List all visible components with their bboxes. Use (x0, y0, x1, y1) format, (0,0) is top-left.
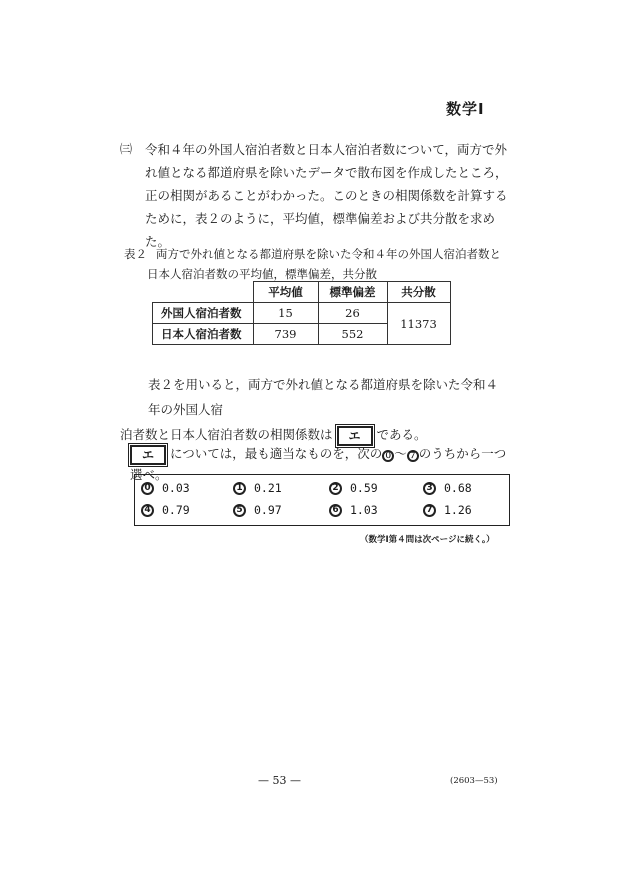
row-label-japanese: 日本人宿泊者数 (153, 324, 254, 345)
follow-line1: 表２を用いると，両方で外れ値となる都道府県を除いた令和４年の外国人宿 (148, 377, 499, 417)
instruction-box-e: エ (130, 445, 166, 465)
question-number: ㈢ (120, 142, 133, 156)
range-start-marker: ０ (384, 451, 393, 460)
choice-marker: 7 (423, 504, 436, 517)
subject-title: 数学Ⅰ (446, 100, 485, 118)
choices-box (134, 474, 510, 526)
choice-value: 0.59 (350, 481, 378, 495)
cell-foreign-mean: 15 (253, 303, 318, 324)
choice-5[interactable] (233, 503, 282, 517)
choice-marker: 3 (423, 482, 436, 495)
table-row (153, 303, 451, 324)
cell-foreign-sd: 26 (318, 303, 387, 324)
header-sd: 標準偏差 (318, 282, 387, 303)
follow-line2-post: である。 (376, 427, 427, 442)
choice-value: 0.68 (444, 481, 472, 495)
continued-note: （数学Ⅰ第４問は次ページに続く。） (360, 535, 495, 545)
answer-box-e[interactable]: エ (337, 426, 373, 446)
choice-marker: 1 (233, 482, 246, 495)
instruction-pre: については，最も適当なものを，次の (170, 446, 383, 461)
choice-value: 0.21 (254, 481, 282, 495)
table-caption-label: 表２ (124, 247, 147, 261)
header-cov: 共分散 (387, 282, 450, 303)
choice-value: 1.26 (444, 503, 472, 517)
instruction-tilde: ～ (394, 446, 407, 461)
choice-3[interactable] (423, 481, 472, 495)
table-caption-line2: 日本人宿泊者数の平均値，標準偏差，共分散 (147, 267, 377, 281)
page-code: (2603—53) (450, 776, 498, 786)
choice-marker: 6 (329, 504, 342, 517)
cell-japanese-mean: 739 (253, 324, 318, 345)
choice-value: 0.79 (162, 503, 190, 517)
choice-value: 0.97 (254, 503, 282, 517)
range-end-marker: ７ (408, 451, 417, 460)
choice-0[interactable] (141, 481, 190, 495)
instruction-post: のうちから一つ選べ。 (130, 446, 507, 482)
cell-japanese-sd: 552 (318, 324, 387, 345)
choice-6[interactable] (329, 503, 378, 517)
table-caption (124, 244, 504, 284)
choice-marker: 5 (233, 504, 246, 517)
page-number: — 53 — (258, 774, 301, 787)
choice-marker: 0 (141, 482, 154, 495)
row-label-foreign: 外国人宿泊者数 (153, 303, 254, 324)
question-paragraph: 令和４年の外国人宿泊者数と日本人宿泊者数について，両方で外れ値となる都道府県を除いたデータで散布図を作成したところ，正の相関があることがわかった。このときの相関係数を計算するために，表２のように，平均値，標準偏差および共分散を求めた。 (145, 142, 508, 249)
follow-text (120, 372, 508, 447)
table-caption-line1: 両方で外れ値となる都道府県を除いた令和４年の外国人宿泊者数と (156, 247, 501, 261)
cell-covariance: 11373 (387, 303, 450, 345)
choice-value: 1.03 (350, 503, 378, 517)
choice-marker: 2 (329, 482, 342, 495)
table-corner (153, 282, 254, 303)
choice-marker: 4 (141, 504, 154, 517)
choice-4[interactable] (141, 503, 190, 517)
stats-table (152, 281, 451, 345)
choice-2[interactable] (329, 481, 378, 495)
choice-7[interactable] (423, 503, 472, 517)
header-mean: 平均値 (253, 282, 318, 303)
follow-line2-pre: 泊者数と日本人宿泊者数の相関係数は (120, 427, 333, 442)
choice-1[interactable] (233, 481, 282, 495)
choice-value: 0.03 (162, 481, 190, 495)
